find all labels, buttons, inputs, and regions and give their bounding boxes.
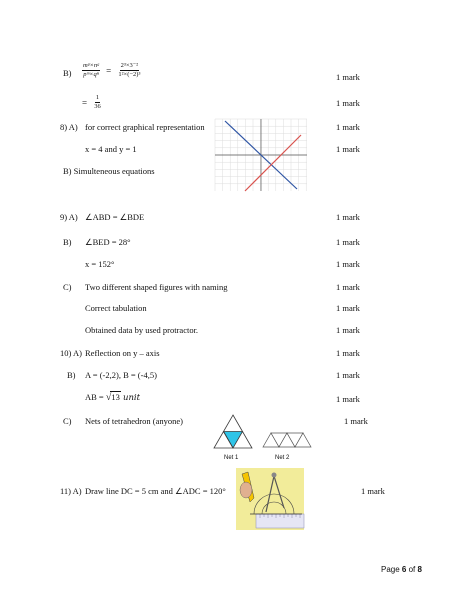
lhs-numerator: mᵖ×nᵍ — [83, 62, 100, 69]
equals-sign: = — [82, 97, 88, 108]
mark-label: 1 mark — [336, 259, 360, 269]
q8a-solution: x = 4 and y = 1 — [85, 144, 137, 154]
mark-label: 1 mark — [336, 237, 360, 247]
q8b-label: B) Simulteneous equations — [63, 166, 155, 176]
sqrt-symbol: √ — [105, 392, 112, 403]
ab-length — [85, 391, 140, 403]
compass-hinge-icon — [272, 473, 277, 478]
result-numerator: 1 — [95, 94, 100, 101]
mark-label: 1 mark — [336, 98, 360, 108]
q11a-label: 11) A) — [60, 486, 82, 496]
q10c-text: Nets of tetrahedron (anyone) — [85, 416, 183, 426]
q10a-text: Reflection on y – axis — [85, 348, 160, 358]
equals-sign: = — [106, 65, 112, 76]
q9c-tabulation: Correct tabulation — [85, 303, 147, 313]
rhs-numerator: 2³×3⁻² — [120, 62, 139, 69]
q10a-label: 10) A) — [60, 348, 82, 358]
mark-label: 1 mark — [336, 122, 360, 132]
mark-label: 1 mark — [336, 394, 360, 404]
q11a-text: Draw line DC = 5 cm and ∠ADC = 120° — [85, 486, 226, 496]
mark-label: 1 mark — [336, 72, 360, 82]
q10b-label: B) — [67, 370, 76, 380]
mark-label: 1 mark — [336, 144, 360, 154]
mark-label: 1 mark — [336, 370, 360, 380]
q9c-protractor: Obtained data by used protractor. — [85, 325, 199, 335]
net-1-figure — [213, 414, 253, 450]
result-denominator: 36 — [94, 103, 101, 110]
rhs-denominator: 1²×(−2)³ — [118, 71, 141, 78]
net-2-figure — [262, 432, 312, 448]
indices-expression — [82, 62, 141, 79]
result-fraction — [93, 94, 102, 111]
q10b-text: A = (-2,2), B = (-4,5) — [85, 370, 157, 380]
mark-label: 1 mark — [336, 282, 360, 292]
lhs-denominator: pᵐ×qⁿ — [83, 71, 99, 78]
sqrt-radicand: 13 — [111, 392, 120, 402]
page-word: Page — [381, 565, 400, 574]
simultaneous-graph — [215, 119, 307, 191]
result-expression — [82, 94, 102, 111]
net-2-caption: Net 2 — [275, 455, 290, 461]
q8a-label: 8) A) — [60, 122, 78, 132]
q9b-label: B) — [63, 237, 72, 247]
q9c-text: Two different shaped figures with naming — [85, 282, 228, 292]
rhs-fraction — [117, 62, 141, 79]
part-b-label: B) — [63, 68, 72, 78]
total-pages: 8 — [417, 565, 422, 574]
q9a-text: ∠ABD = ∠BDE — [85, 212, 145, 222]
compass-construction-illustration — [236, 468, 304, 530]
mark-label: 1 mark — [336, 325, 360, 335]
lhs-fraction — [82, 62, 100, 79]
page-number: 6 — [401, 565, 407, 574]
line-red — [245, 135, 301, 191]
q10c-label: C) — [63, 416, 72, 426]
q9a-label: 9) A) — [60, 212, 78, 222]
mark-label: 1 mark — [336, 348, 360, 358]
hand-icon — [240, 482, 252, 498]
page-footer — [381, 565, 422, 574]
q8a-text: for correct graphical representation — [85, 122, 205, 132]
mark-label: 1 mark — [336, 212, 360, 222]
ab-prefix: AB = — [85, 392, 104, 402]
q9b-solution: x = 152° — [85, 259, 115, 269]
ab-unit: unit — [122, 393, 141, 403]
q9c-label: C) — [63, 282, 72, 292]
mark-label: 1 mark — [361, 486, 385, 496]
q9b-text: ∠BED = 28° — [85, 237, 131, 247]
net-1-caption: Net 1 — [224, 455, 239, 461]
of-word: of — [408, 565, 416, 574]
mark-label: 1 mark — [344, 416, 368, 426]
mark-label: 1 mark — [336, 303, 360, 313]
